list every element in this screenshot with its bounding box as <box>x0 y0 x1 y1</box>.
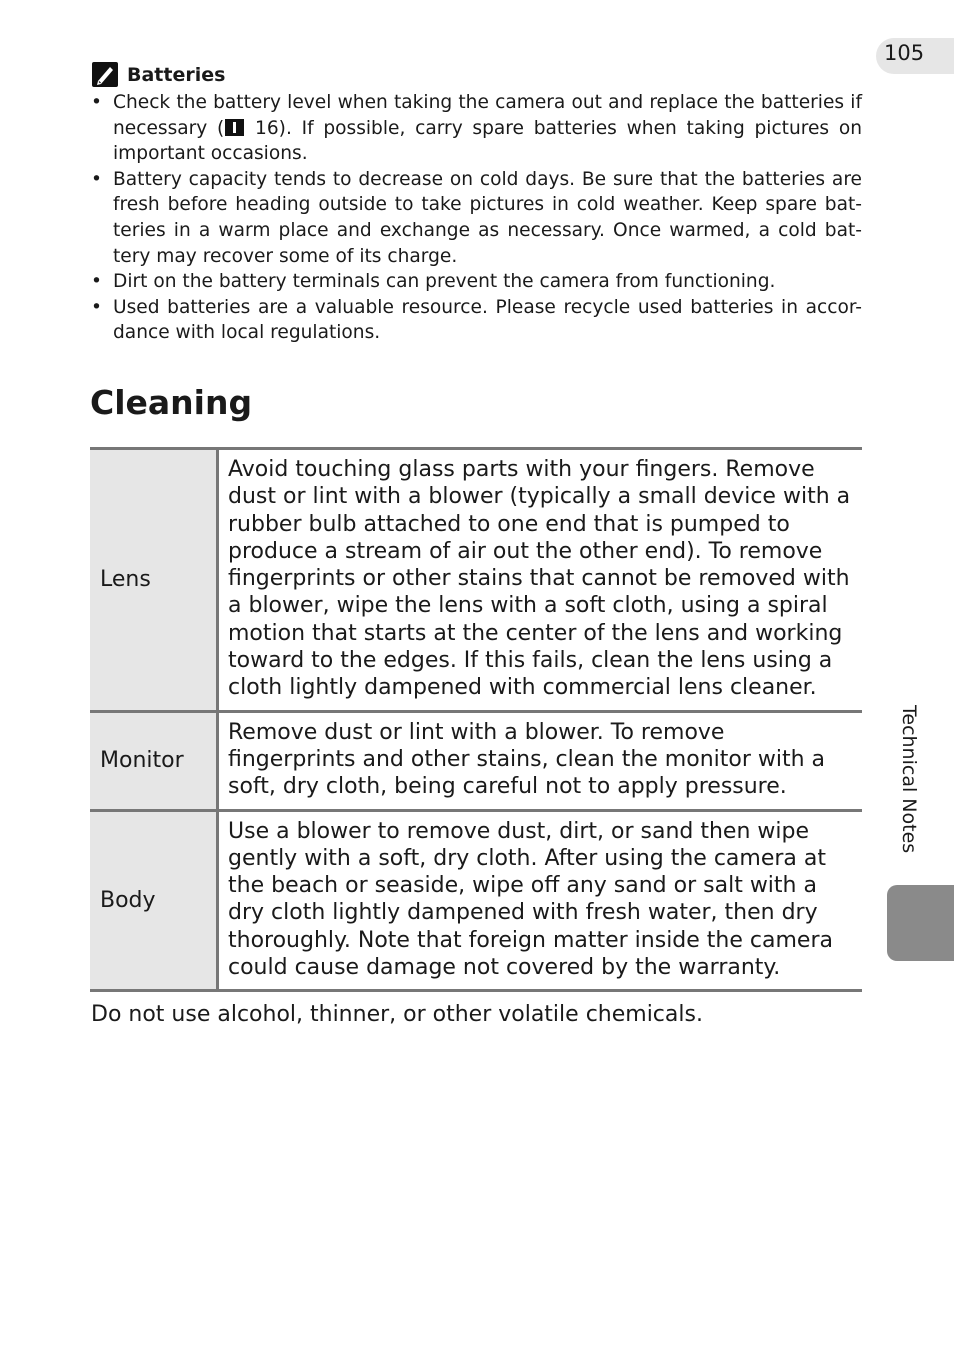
page-number: 105 <box>884 41 925 65</box>
table-row <box>90 711 862 810</box>
list-item: • Dirt on the battery terminals can prevent the camera from functioning. <box>90 269 862 295</box>
side-label <box>897 705 919 875</box>
book-reference-icon <box>225 119 244 136</box>
bullet-text-part: Check the battery level when taking the camera out and replace the batteries if necessary ( <box>113 92 862 139</box>
table-cell-part: Body <box>90 810 218 991</box>
side-label-text: Technical Notes <box>898 705 920 854</box>
side-tab <box>887 885 954 961</box>
table-cell-part: Monitor <box>90 711 218 810</box>
table-cell-description: Avoid touching glass parts with your fingers. Remove dust or lint with a blower (typically a small device with a rubber bulb attached to one end that is pumped to produce a stream of air out the other end). To remove fingerprints or other stains that cannot be removed with a blower, wipe the lens with a soft cloth, using a spiral motion that starts at the center of the lens and working toward to the edges. If this fails, clean the lens using a cloth lightly dampened with commercial lens cleaner. <box>228 457 851 701</box>
note-heading <box>92 62 225 87</box>
note-title: Batteries <box>127 63 226 86</box>
table-row <box>90 449 862 712</box>
table-cell-description: Remove dust or lint with a blower. To remove fingerprints and other stains, clean the monitor with a soft, dry cloth, being careful not to apply pressure. <box>228 719 826 800</box>
list-item <box>90 90 862 167</box>
table-cell-description: Use a blower to remove dust, dirt, or sand then wipe gently with a soft, dry cloth. After using the camera at the beach or seaside, wipe off any sand or salt with a dry cloth lightly dampened with fresh water, then dry thoroughly. Note that foreign matter inside the camera could cause damage not covered by the warranty. <box>228 818 833 981</box>
section-title: Cleaning <box>90 383 253 422</box>
table-row <box>90 810 862 991</box>
list-item: • Used batteries are a valuable resource. Please recycle used batteries in accor-dance with local regulations. <box>90 295 862 346</box>
list-item: • Battery capacity tends to decrease on cold days. Be sure that the batteries are fresh before heading outside to take pictures in cold weather. Keep spare bat-teries in a warm place and exchange as necessary. Once warmed, a cold bat-tery may recover some of its charge. <box>90 167 862 269</box>
footer-note: Do not use alcohol, thinner, or other volatile chemicals. <box>91 1002 703 1027</box>
battery-notes-list <box>90 90 862 346</box>
bullet-text-part: 16). If possible, carry spare batteries when taking pictures on important occasions. <box>113 117 862 165</box>
cleaning-table <box>90 447 862 992</box>
table-cell-part: Lens <box>90 449 218 712</box>
pencil-note-icon <box>92 62 118 87</box>
